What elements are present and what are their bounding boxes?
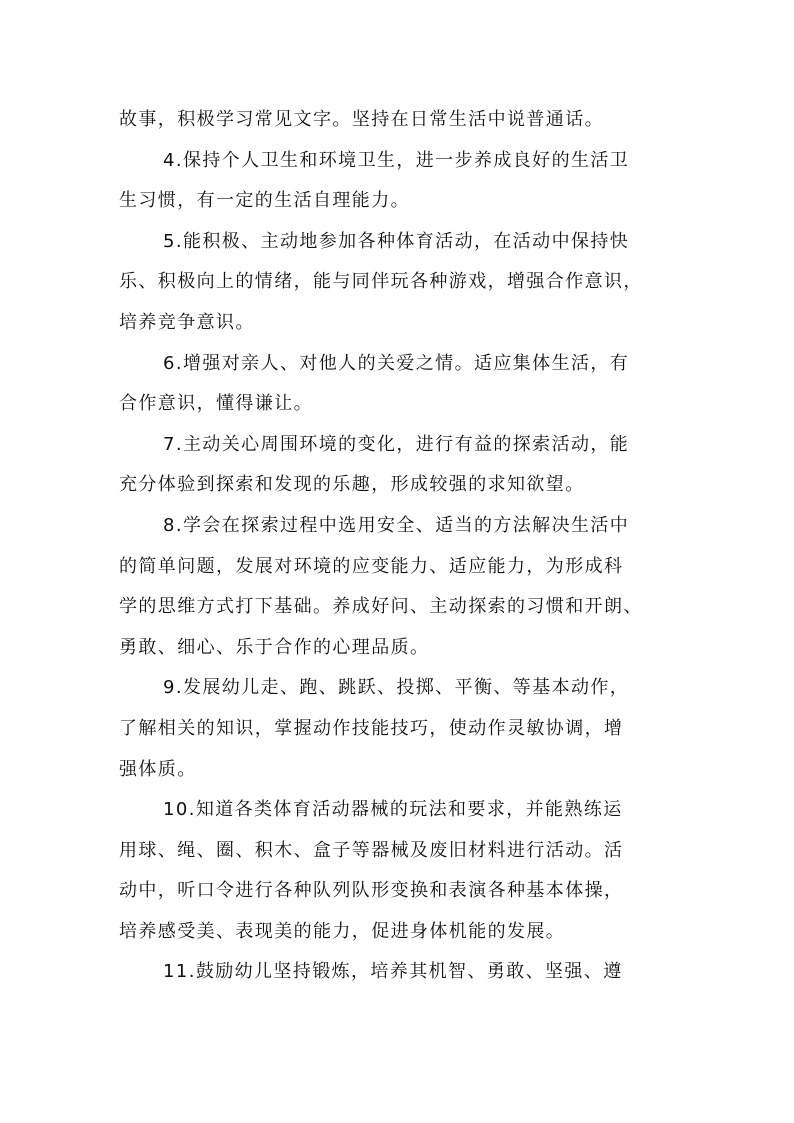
- text-line: 乐、积极向上的情绪，能与同伴玩各种游戏，增强合作意识，: [119, 271, 643, 293]
- text-line: 培养竞争意识。: [119, 311, 255, 333]
- text-line: 6.增强对亲人、对他人的关爱之情。适应集体生活，有: [163, 352, 630, 374]
- text-line: 生习惯，有一定的生活自理能力。: [119, 190, 410, 212]
- text-line: 了解相关的知识，掌握动作技能技巧，使动作灵敏协调，增: [119, 717, 624, 739]
- text-line: 7.主动关心周围环境的变化，进行有益的探索活动，能: [163, 433, 630, 455]
- text-line: 8.学会在探索过程中选用安全、适当的方法解决生活中: [163, 514, 630, 536]
- text-line: 用球、绳、圈、积木、盒子等器械及废旧材料进行活动。活: [119, 839, 624, 861]
- text-line: 4.保持个人卫生和环境卫生，进一步养成良好的生活卫: [163, 149, 630, 171]
- document-body: [119, 100, 687, 993]
- text-line: 故事，积极学习常见文字。坚持在日常生活中说普通话。: [119, 109, 604, 130]
- text-line: 强体质。: [119, 758, 197, 780]
- text-line: 11.鼓励幼儿坚持锻炼，培养其机智、勇敢、坚强、遵: [163, 961, 623, 983]
- text-line: 动中，听口令进行各种队列队形变换和表演各种基本体操，: [119, 880, 624, 902]
- text-line: 勇敢、细心、乐于合作的心理品质。: [119, 636, 430, 658]
- text-line: 的简单问题，发展对环境的应变能力、适应能力，为形成科: [119, 555, 624, 577]
- text-line: 合作意识，懂得谦让。: [119, 393, 313, 415]
- text-line: 10.知道各类体育活动器械的玩法和要求，并能熟练运: [163, 799, 623, 821]
- text-line: 5.能积极、主动地参加各种体育活动，在活动中保持快: [163, 230, 630, 252]
- text-line: 培养感受美、表现美的能力，促进身体机能的发展。: [119, 920, 566, 942]
- text-line: 充分体验到探索和发现的乐趣，形成较强的求知欲望。: [119, 474, 585, 496]
- text-line: 学的思维方式打下基础。养成好问、主动探索的习惯和开朗、: [119, 596, 643, 618]
- text-line: 9.发展幼儿走、跑、跳跃、投掷、平衡、等基本动作，: [163, 677, 630, 699]
